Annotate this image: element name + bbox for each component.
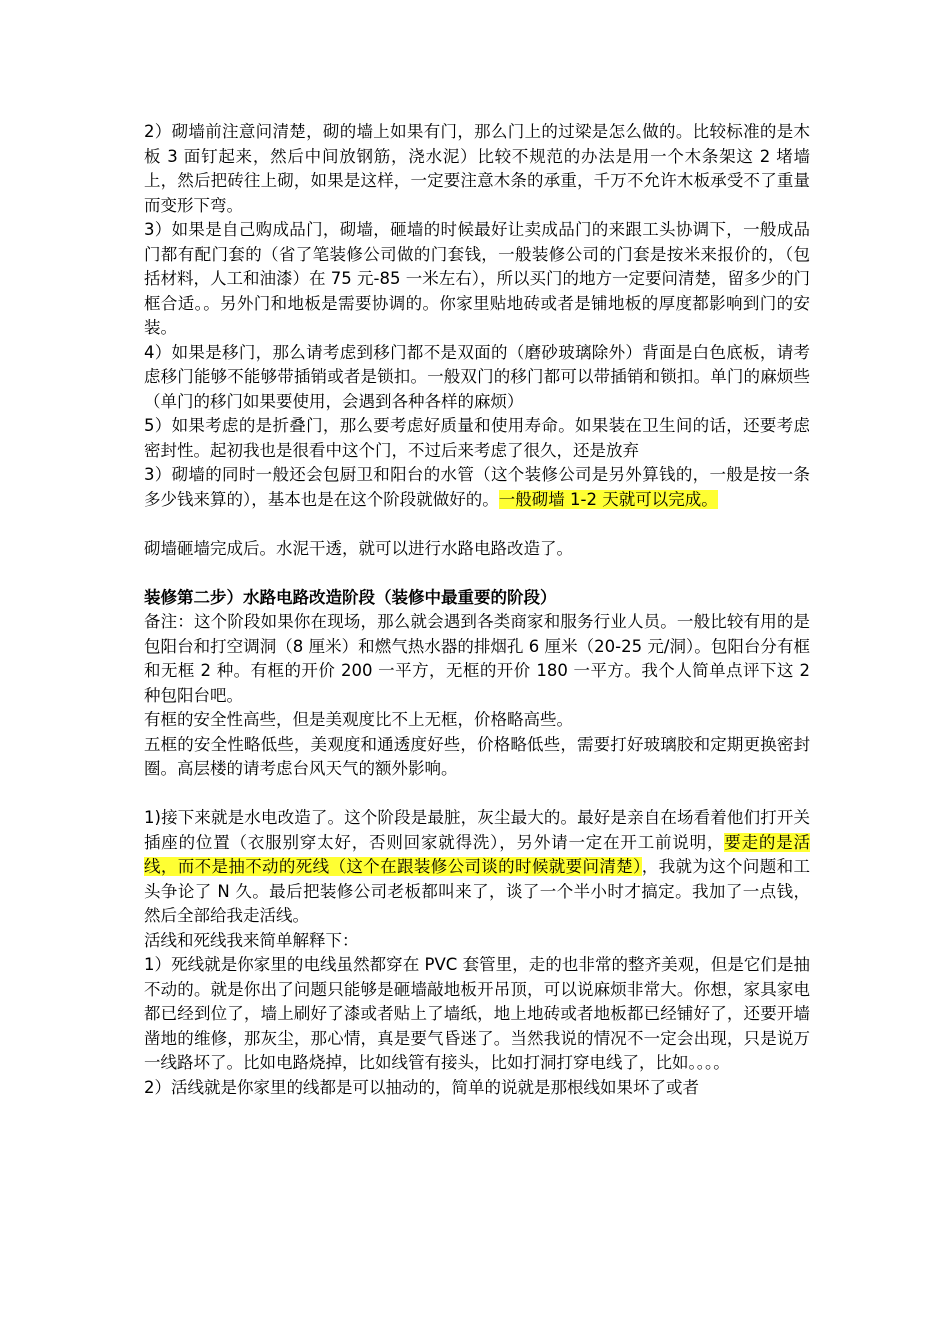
section-heading [144, 586, 810, 611]
paragraph-finished-door [144, 218, 810, 341]
paragraph-text: 2）砌墙前注意问清楚，砌的墙上如果有门，那么门上的过梁是怎么做的。比较标准的是木板 3 面钉起来，然后中间放钢筋，浇水泥）比较不规范的办法是用一个木条架这 2 堵墙上，然后把砖往上砌，如果是这样，一定要注意木条的承重，千万不允许木板承受不了重量而变形下弯。 [144, 122, 810, 215]
document-page [144, 120, 810, 1100]
paragraph-lintel [144, 120, 810, 218]
paragraph-dead-wire [144, 953, 810, 1076]
paragraph-pipes [144, 463, 810, 512]
paragraph-text: 砌墙砸墙完成后。水泥干透，就可以进行水路电路改造了。 [144, 538, 573, 558]
paragraph-framed [144, 708, 810, 733]
paragraph-text: 3）砌墙的同时一般还会包厨卫和阳台的水管（这个装修公司是另外算钱的，一般是按一条多少钱来算的），基本也是在这个阶段就做好的。 [144, 465, 810, 509]
paragraph-text: 备注：这个阶段如果你在现场，那么就会遇到各类商家和服务行业人员。一般比较有用的是包阳台和打空调洞（8 厘米）和燃气热水器的排烟孔 6 厘米（20-25 元/洞）。包阳台分有框和无框 2 种。有框的开价 200 一平方，无框的开价 180 一平方。我个人简单点评下这 2 种包阳台吧。 [144, 612, 810, 705]
paragraph-text: 5）如果考虑的是折叠门，那么要考虑好质量和使用寿命。如果装在卫生间的话，还要考虑密封性。起初我也是很看中这个门，不过后来考虑了很久，还是放弃 [144, 416, 810, 460]
paragraph-wiring [144, 806, 810, 929]
blank-line [144, 512, 810, 537]
paragraph-sliding-door [144, 341, 810, 415]
highlighted-text: 要走的是活线，而不是抽不动的死线（这个在跟装修公司谈的时候就要问清楚） [144, 832, 811, 876]
heading-text: 装修第二步）水路电路改造阶段（装修中最重要的阶段） [144, 587, 557, 607]
paragraph-frameless [144, 733, 810, 782]
paragraph-wire-intro [144, 929, 810, 954]
paragraph-live-wire [144, 1076, 810, 1101]
paragraph-note [144, 610, 810, 708]
paragraph-after-walls [144, 537, 810, 562]
paragraph-text: 活线和死线我来简单解释下： [144, 930, 359, 950]
paragraph-text: 2）活线就是你家里的线都是可以抽动的，简单的说就是那根线如果坏了或者 [144, 1077, 699, 1097]
blank-line [144, 782, 810, 807]
paragraph-text-after: ，我就为这个问题和工头争论了 N 久。最后把装修公司老板都叫来了，谈了一个半小时才搞定。我加了一点钱，然后全部给我走活线。 [144, 857, 811, 925]
paragraph-folding-door [144, 414, 810, 463]
paragraph-text: 1）死线就是你家里的电线虽然都穿在 PVC 套管里，走的也非常的整齐美观，但是它们是抽不动的。就是你出了问题只能够是砸墙敲地板开吊顶，可以说麻烦非常大。你想，家具家电都已经到位了，墙上刷好了漆或者贴上了墙纸，地上地砖或者地板都已经铺好了，还要开墙凿地的维修，那灰尘，那心情，真是要气昏迷了。当然我说的情况不一定会出现，只是说万一线路坏了。比如电路烧掉，比如线管有接头，比如打洞打穿电线了，比如。。。。 [144, 955, 810, 1072]
blank-line [144, 561, 810, 586]
paragraph-text: 4）如果是移门，那么请考虑到移门都不是双面的（磨砂玻璃除外）背面是白色底板，请考虑移门能够不能够带插销或者是锁扣。一般双门的移门都可以带插销和锁扣。单门的麻烦些（单门的移门如果要使用，会遇到各种各样的麻烦） [144, 342, 810, 411]
paragraph-text: 3）如果是自己购成品门，砌墙，砸墙的时候最好让卖成品门的来跟工头协调下，一般成品门都有配门套的（省了笔装修公司做的门套钱，一般装修公司的门套是按米来报价的，（包括材料，人工和油漆）在 75 元-85 一米左右），所以买门的地方一定要问清楚，留多少的门框合适。。另外门和地板是需要协调的。你家里贴地砖或者是铺地板的厚度都影响到门的安装。 [144, 220, 810, 337]
paragraph-text: 五框的安全性略低些，美观度和通透度好些，价格略低些，需要打好玻璃胶和定期更换密封圈。高层楼的请考虑台风天气的额外影响。 [144, 734, 810, 778]
paragraph-text: 有框的安全性高些，但是美观度比不上无框，价格略高些。 [144, 710, 573, 729]
highlighted-text: 一般砌墙 1-2 天就可以完成。 [498, 489, 718, 509]
paragraph-text: 1)接下来就是水电改造了。这个阶段是最脏，灰尘最大的。最好是亲自在场看着他们打开关插座的位置（衣服别穿太好，否则回家就得洗），另外请一定在开工前说明， [144, 808, 810, 852]
